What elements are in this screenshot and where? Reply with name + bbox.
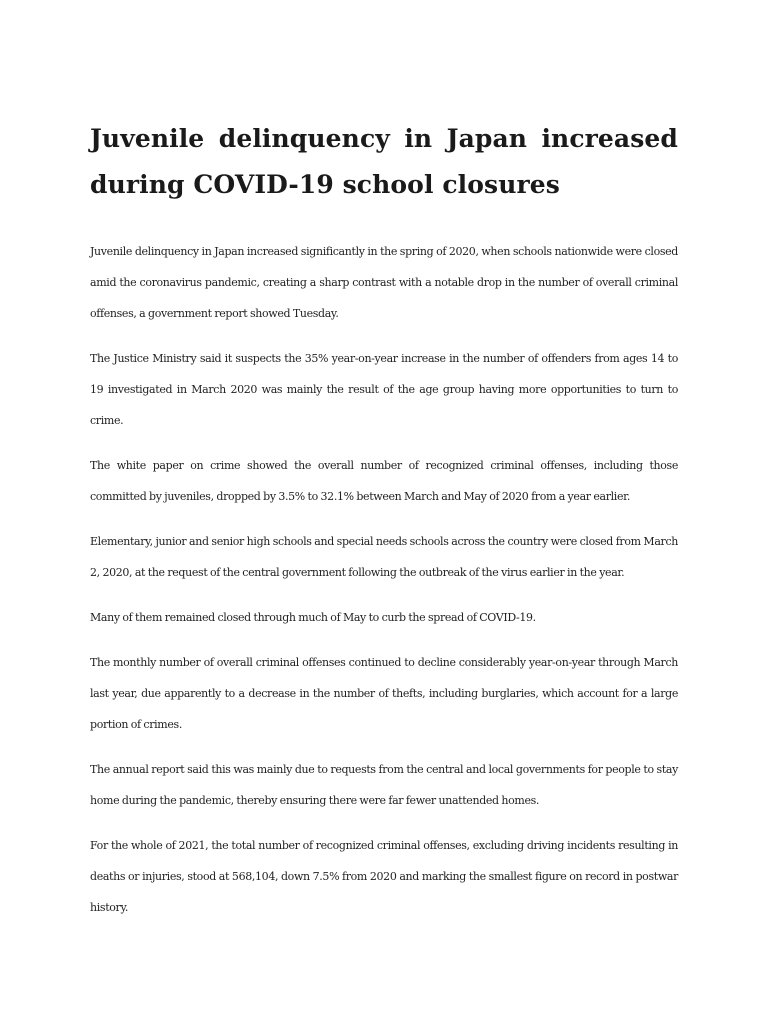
paragraph-7: The annual report said this was mainly due to requests from the central and local governments for people to stay home during the pandemic, thereby ensuring there were far fewer unattended homes. bbox=[90, 763, 678, 807]
paragraph-8: For the whole of 2021, the total number of recognized criminal offenses, excluding driving incidents resulting in deaths or injuries, stood at 568,104, down 7.5% from 2020 and marking the smallest figure on record in postwar history. bbox=[90, 839, 678, 914]
paragraph-2: The Justice Ministry said it suspects the 35% year-on-year increase in the number of offenders from ages 14 to 19 investigated in March 2020 was mainly the result of the age group having more opportunities to turn to crime. bbox=[90, 352, 678, 427]
paragraph-3: The white paper on crime showed the overall number of recognized criminal offenses, including those committed by juveniles, dropped by 3.5% to 32.1% between March and May of 2020 from a year earlier. bbox=[90, 459, 678, 503]
article-body bbox=[90, 236, 678, 923]
paragraph-1: Juvenile delinquency in Japan increased significantly in the spring of 2020, when schools nationwide were closed amid the coronavirus pandemic, creating a sharp contrast with a notable drop in the number of overall criminal offenses, a government report showed Tuesday. bbox=[90, 245, 678, 320]
article-title: Juvenile delinquency in Japan increased during COVID-19 school closures bbox=[90, 124, 678, 199]
paragraph-4: Elementary, junior and senior high schools and special needs schools across the country were closed from March 2, 2020, at the request of the central government following the outbreak of the virus earlier in the year. bbox=[90, 535, 678, 579]
paragraph-5: Many of them remained closed through much of May to curb the spread of COVID-19. bbox=[90, 611, 536, 624]
document-page bbox=[90, 0, 678, 937]
paragraph-6: The monthly number of overall criminal offenses continued to decline considerably year-on-year through March last year, due apparently to a decrease in the number of thefts, including burglaries, which account for a large portion of crimes. bbox=[90, 656, 678, 731]
